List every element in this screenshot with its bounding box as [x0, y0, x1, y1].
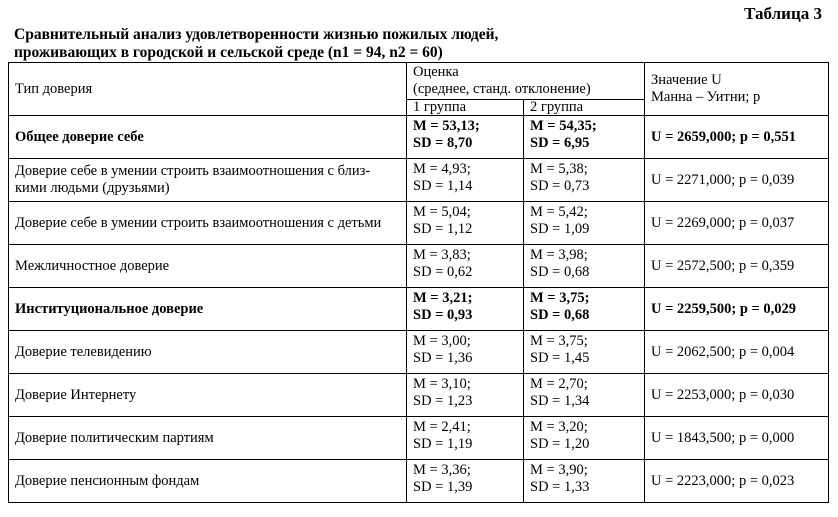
row-group-2: [524, 288, 645, 331]
row-u-value: U = 2659,000; p = 0,551: [645, 116, 829, 159]
group-2-mean: M = 2,70;: [530, 376, 588, 392]
group-1-sd: SD = 1,23: [413, 393, 473, 409]
header-rating-line-1: Оценка: [413, 64, 459, 80]
table-row: [9, 159, 829, 202]
group-2-sd: SD = 1,20: [530, 436, 590, 452]
caption-line-1: Сравнительный анализ удовлетворенности жизнью пожилых людей,: [14, 26, 499, 43]
group-1-mean: M = 53,13;: [413, 118, 480, 134]
group-1-sd: SD = 1,39: [413, 479, 473, 495]
row-trust-type-line-1: Доверие себе в умении строить взаимоотношения с близ-: [15, 163, 371, 179]
header-group-2: 2 группа: [524, 100, 645, 116]
group-1-sd: SD = 1,19: [413, 436, 473, 452]
row-group-2: [524, 331, 645, 374]
group-2-sd: SD = 1,33: [530, 479, 590, 495]
row-group-1: [407, 460, 524, 503]
table-row: [9, 202, 829, 245]
row-trust-type-line-2: кими людьми (друзьями): [15, 180, 170, 196]
group-2-sd: SD = 1,45: [530, 350, 590, 366]
group-1-mean: M = 3,36;: [413, 462, 471, 478]
group-2-sd: SD = 0,73: [530, 178, 590, 194]
group-1-sd: SD = 0,62: [413, 264, 473, 280]
row-group-2: [524, 245, 645, 288]
row-u-value: U = 2259,500; p = 0,029: [645, 288, 829, 331]
row-group-2: [524, 202, 645, 245]
group-1-mean: M = 3,83;: [413, 247, 471, 263]
group-2-mean: M = 3,20;: [530, 419, 588, 435]
row-group-1: [407, 245, 524, 288]
table-caption: [14, 26, 498, 62]
header-rating-line-2: (среднее, станд. отклонение): [413, 81, 591, 97]
row-group-1: [407, 374, 524, 417]
row-trust-type: Доверие политическим партиям: [9, 417, 407, 460]
header-rating: [407, 63, 645, 100]
group-1-sd: SD = 1,36: [413, 350, 473, 366]
row-group-1: [407, 116, 524, 159]
group-1-mean: M = 3,21;: [413, 290, 473, 306]
group-1-mean: M = 5,04;: [413, 204, 471, 220]
row-trust-type: Доверие себе в умении строить взаимоотношения с детьми: [9, 202, 407, 245]
row-group-1: [407, 288, 524, 331]
row-trust-type: Доверие телевидению: [9, 331, 407, 374]
trust-comparison-table: [8, 62, 829, 503]
group-1-sd: SD = 8,70: [413, 135, 473, 151]
row-trust-type: Доверие Интернету: [9, 374, 407, 417]
row-u-value: U = 2572,500; p = 0,359: [645, 245, 829, 288]
row-u-value: U = 1843,500; p = 0,000: [645, 417, 829, 460]
header-u-line-2: Манна – Уитни; p: [651, 89, 761, 105]
group-2-sd: SD = 6,95: [530, 135, 590, 151]
table-number: Таблица 3: [744, 4, 822, 23]
row-u-value: U = 2223,000; p = 0,023: [645, 460, 829, 503]
header-mann-whitney: [645, 63, 829, 116]
group-2-mean: M = 3,75;: [530, 290, 590, 306]
row-group-2: [524, 374, 645, 417]
group-1-sd: SD = 1,12: [413, 221, 473, 237]
table-row: [9, 116, 829, 159]
group-2-sd: SD = 1,09: [530, 221, 590, 237]
group-1-sd: SD = 0,93: [413, 307, 473, 323]
group-2-mean: M = 5,42;: [530, 204, 588, 220]
row-group-1: [407, 159, 524, 202]
caption-line-2: проживающих в городской и сельской среде (n1 = 94, n2 = 60): [14, 44, 443, 61]
row-u-value: U = 2269,000; p = 0,037: [645, 202, 829, 245]
table-row: [9, 288, 829, 331]
header-group-1: 1 группа: [407, 100, 524, 116]
table-row: [9, 331, 829, 374]
row-group-2: [524, 116, 645, 159]
row-trust-type: Общее доверие себе: [9, 116, 407, 159]
table-row: [9, 417, 829, 460]
table-row: [9, 245, 829, 288]
group-1-mean: M = 3,00;: [413, 333, 471, 349]
group-2-sd: SD = 1,34: [530, 393, 590, 409]
row-u-value: U = 2062,500; p = 0,004: [645, 331, 829, 374]
row-group-1: [407, 417, 524, 460]
header-row: [9, 63, 829, 100]
row-group-1: [407, 331, 524, 374]
row-group-2: [524, 460, 645, 503]
group-1-mean: M = 4,93;: [413, 161, 471, 177]
row-group-2: [524, 159, 645, 202]
group-2-sd: SD = 0,68: [530, 307, 590, 323]
group-2-mean: M = 3,98;: [530, 247, 588, 263]
group-1-sd: SD = 1,14: [413, 178, 473, 194]
group-2-mean: M = 3,75;: [530, 333, 588, 349]
row-trust-type: Доверие пенсионным фондам: [9, 460, 407, 503]
group-1-mean: M = 3,10;: [413, 376, 471, 392]
header-u-line-1: Значение U: [651, 72, 722, 88]
row-trust-type: Межличностное доверие: [9, 245, 407, 288]
row-u-value: U = 2271,000; p = 0,039: [645, 159, 829, 202]
group-2-mean: M = 5,38;: [530, 161, 588, 177]
group-2-mean: M = 3,90;: [530, 462, 588, 478]
header-trust-type: Тип доверия: [9, 63, 407, 116]
row-trust-type: [9, 159, 407, 202]
row-group-2: [524, 417, 645, 460]
row-group-1: [407, 202, 524, 245]
group-1-mean: M = 2,41;: [413, 419, 471, 435]
row-trust-type: Институциональное доверие: [9, 288, 407, 331]
table-row: [9, 460, 829, 503]
group-2-mean: M = 54,35;: [530, 118, 597, 134]
group-2-sd: SD = 0,68: [530, 264, 590, 280]
row-u-value: U = 2253,000; p = 0,030: [645, 374, 829, 417]
table-row: [9, 374, 829, 417]
